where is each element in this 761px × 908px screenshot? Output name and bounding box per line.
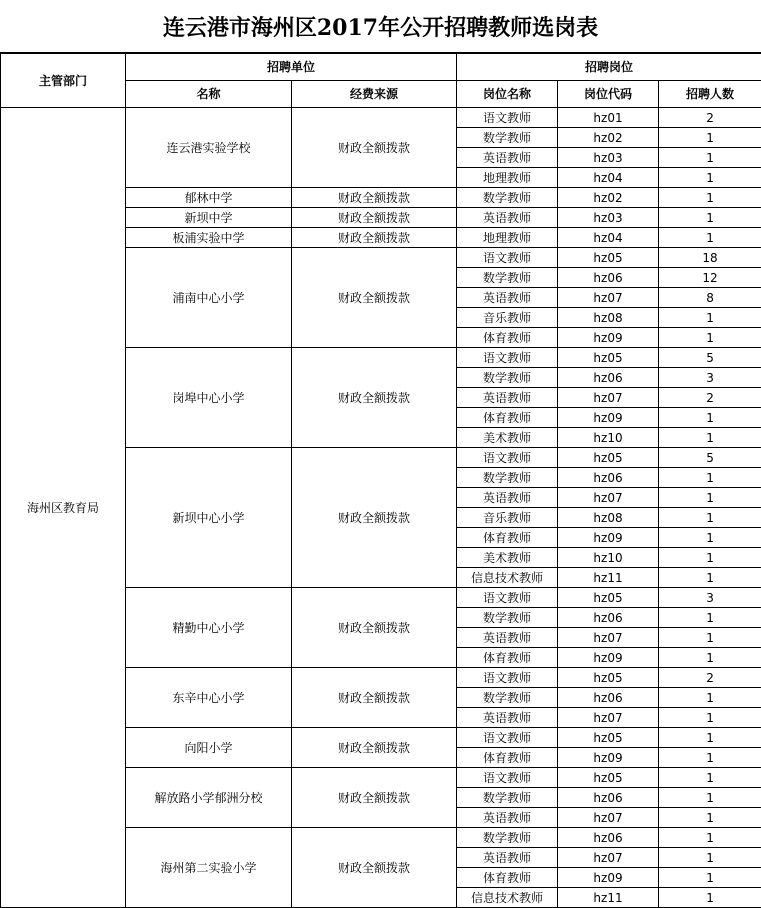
funding-cell: 财政全额拨款 bbox=[292, 228, 457, 248]
post-code-cell: hz04 bbox=[558, 228, 659, 248]
school-name-cell: 向阳小学 bbox=[126, 728, 292, 768]
post-name-cell: 信息技术教师 bbox=[457, 568, 558, 588]
post-name-cell: 英语教师 bbox=[457, 388, 558, 408]
post-code-cell: hz05 bbox=[558, 448, 659, 468]
post-name-cell: 英语教师 bbox=[457, 208, 558, 228]
count-cell: 1 bbox=[659, 428, 761, 448]
count-cell: 1 bbox=[659, 608, 761, 628]
post-code-cell: hz05 bbox=[558, 728, 659, 748]
post-code-cell: hz07 bbox=[558, 628, 659, 648]
post-name-cell: 语文教师 bbox=[457, 348, 558, 368]
funding-cell: 财政全额拨款 bbox=[292, 448, 457, 588]
count-cell: 1 bbox=[659, 788, 761, 808]
post-code-cell: hz08 bbox=[558, 508, 659, 528]
post-code-cell: hz07 bbox=[558, 808, 659, 828]
count-cell: 2 bbox=[659, 668, 761, 688]
count-cell: 5 bbox=[659, 448, 761, 468]
post-name-cell: 体育教师 bbox=[457, 528, 558, 548]
post-code-cell: hz06 bbox=[558, 688, 659, 708]
header-post-name: 岗位名称 bbox=[457, 81, 558, 108]
page-title: 连云港市海州区2017年公开招聘教师选岗表 bbox=[0, 0, 761, 53]
count-cell: 1 bbox=[659, 308, 761, 328]
header-unit-group: 招聘单位 bbox=[126, 54, 457, 81]
recruitment-table bbox=[0, 53, 761, 908]
post-name-cell: 地理教师 bbox=[457, 228, 558, 248]
post-name-cell: 地理教师 bbox=[457, 168, 558, 188]
post-code-cell: hz07 bbox=[558, 848, 659, 868]
funding-cell: 财政全额拨款 bbox=[292, 668, 457, 728]
count-cell: 3 bbox=[659, 588, 761, 608]
post-name-cell: 英语教师 bbox=[457, 848, 558, 868]
post-code-cell: hz06 bbox=[558, 788, 659, 808]
school-name-cell: 精勤中心小学 bbox=[126, 588, 292, 668]
count-cell: 1 bbox=[659, 848, 761, 868]
post-name-cell: 英语教师 bbox=[457, 628, 558, 648]
post-code-cell: hz09 bbox=[558, 648, 659, 668]
school-name-cell: 海州第二实验小学 bbox=[126, 828, 292, 908]
school-name-cell: 郁林中学 bbox=[126, 188, 292, 208]
post-code-cell: hz05 bbox=[558, 248, 659, 268]
header-post-code: 岗位代码 bbox=[558, 81, 659, 108]
post-name-cell: 语文教师 bbox=[457, 108, 558, 128]
school-name-cell: 解放路小学郁洲分校 bbox=[126, 768, 292, 828]
count-cell: 1 bbox=[659, 228, 761, 248]
count-cell: 1 bbox=[659, 508, 761, 528]
post-code-cell: hz10 bbox=[558, 548, 659, 568]
school-name-cell: 板浦实验中学 bbox=[126, 228, 292, 248]
count-cell: 1 bbox=[659, 728, 761, 748]
post-code-cell: hz06 bbox=[558, 608, 659, 628]
post-name-cell: 数学教师 bbox=[457, 788, 558, 808]
header-count: 招聘人数 bbox=[659, 81, 761, 108]
count-cell: 1 bbox=[659, 688, 761, 708]
school-name-cell: 岗埠中心小学 bbox=[126, 348, 292, 448]
post-code-cell: hz05 bbox=[558, 588, 659, 608]
count-cell: 1 bbox=[659, 768, 761, 788]
post-name-cell: 数学教师 bbox=[457, 608, 558, 628]
post-code-cell: hz05 bbox=[558, 768, 659, 788]
post-code-cell: hz11 bbox=[558, 888, 659, 908]
post-name-cell: 英语教师 bbox=[457, 488, 558, 508]
post-name-cell: 英语教师 bbox=[457, 288, 558, 308]
post-name-cell: 数学教师 bbox=[457, 268, 558, 288]
post-name-cell: 语文教师 bbox=[457, 728, 558, 748]
count-cell: 1 bbox=[659, 168, 761, 188]
post-name-cell: 语文教师 bbox=[457, 768, 558, 788]
header-unit-name: 名称 bbox=[126, 81, 292, 108]
post-code-cell: hz09 bbox=[558, 328, 659, 348]
count-cell: 1 bbox=[659, 528, 761, 548]
table-row bbox=[1, 108, 761, 128]
count-cell: 1 bbox=[659, 808, 761, 828]
count-cell: 1 bbox=[659, 548, 761, 568]
post-code-cell: hz08 bbox=[558, 308, 659, 328]
count-cell: 1 bbox=[659, 128, 761, 148]
post-name-cell: 体育教师 bbox=[457, 408, 558, 428]
funding-cell: 财政全额拨款 bbox=[292, 108, 457, 188]
post-code-cell: hz06 bbox=[558, 468, 659, 488]
header-post-group: 招聘岗位 bbox=[457, 54, 761, 81]
post-code-cell: hz09 bbox=[558, 748, 659, 768]
post-code-cell: hz02 bbox=[558, 128, 659, 148]
post-code-cell: hz06 bbox=[558, 828, 659, 848]
post-name-cell: 数学教师 bbox=[457, 188, 558, 208]
post-code-cell: hz07 bbox=[558, 288, 659, 308]
school-name-cell: 东辛中心小学 bbox=[126, 668, 292, 728]
school-name-cell: 浦南中心小学 bbox=[126, 248, 292, 348]
post-code-cell: hz05 bbox=[558, 348, 659, 368]
count-cell: 1 bbox=[659, 188, 761, 208]
count-cell: 1 bbox=[659, 468, 761, 488]
count-cell: 2 bbox=[659, 388, 761, 408]
count-cell: 1 bbox=[659, 328, 761, 348]
post-code-cell: hz10 bbox=[558, 428, 659, 448]
post-name-cell: 信息技术教师 bbox=[457, 888, 558, 908]
table-body bbox=[1, 54, 761, 908]
post-name-cell: 英语教师 bbox=[457, 148, 558, 168]
count-cell: 1 bbox=[659, 408, 761, 428]
count-cell: 1 bbox=[659, 568, 761, 588]
post-name-cell: 体育教师 bbox=[457, 748, 558, 768]
funding-cell: 财政全额拨款 bbox=[292, 188, 457, 208]
post-name-cell: 数学教师 bbox=[457, 368, 558, 388]
count-cell: 1 bbox=[659, 868, 761, 888]
count-cell: 1 bbox=[659, 148, 761, 168]
header-funding: 经费来源 bbox=[292, 81, 457, 108]
post-name-cell: 美术教师 bbox=[457, 548, 558, 568]
post-name-cell: 数学教师 bbox=[457, 828, 558, 848]
header-dept: 主管部门 bbox=[1, 54, 126, 108]
count-cell: 12 bbox=[659, 268, 761, 288]
count-cell: 18 bbox=[659, 248, 761, 268]
count-cell: 1 bbox=[659, 648, 761, 668]
post-name-cell: 英语教师 bbox=[457, 808, 558, 828]
count-cell: 2 bbox=[659, 108, 761, 128]
post-code-cell: hz02 bbox=[558, 188, 659, 208]
count-cell: 1 bbox=[659, 708, 761, 728]
post-code-cell: hz09 bbox=[558, 868, 659, 888]
post-code-cell: hz09 bbox=[558, 528, 659, 548]
count-cell: 1 bbox=[659, 888, 761, 908]
post-name-cell: 语文教师 bbox=[457, 588, 558, 608]
funding-cell: 财政全额拨款 bbox=[292, 588, 457, 668]
post-name-cell: 体育教师 bbox=[457, 648, 558, 668]
count-cell: 8 bbox=[659, 288, 761, 308]
header-row-1 bbox=[1, 54, 761, 81]
post-name-cell: 数学教师 bbox=[457, 468, 558, 488]
post-name-cell: 语文教师 bbox=[457, 248, 558, 268]
post-code-cell: hz03 bbox=[558, 148, 659, 168]
school-name-cell: 新坝中学 bbox=[126, 208, 292, 228]
post-code-cell: hz07 bbox=[558, 488, 659, 508]
count-cell: 5 bbox=[659, 348, 761, 368]
post-name-cell: 体育教师 bbox=[457, 328, 558, 348]
post-name-cell: 音乐教师 bbox=[457, 308, 558, 328]
department-cell: 海州区教育局 bbox=[1, 108, 126, 908]
post-name-cell: 美术教师 bbox=[457, 428, 558, 448]
post-code-cell: hz01 bbox=[558, 108, 659, 128]
post-name-cell: 语文教师 bbox=[457, 668, 558, 688]
post-code-cell: hz04 bbox=[558, 168, 659, 188]
post-code-cell: hz11 bbox=[558, 568, 659, 588]
funding-cell: 财政全额拨款 bbox=[292, 768, 457, 828]
post-code-cell: hz05 bbox=[558, 668, 659, 688]
funding-cell: 财政全额拨款 bbox=[292, 828, 457, 908]
count-cell: 1 bbox=[659, 748, 761, 768]
post-name-cell: 数学教师 bbox=[457, 128, 558, 148]
post-name-cell: 体育教师 bbox=[457, 868, 558, 888]
post-name-cell: 英语教师 bbox=[457, 708, 558, 728]
count-cell: 1 bbox=[659, 208, 761, 228]
school-name-cell: 新坝中心小学 bbox=[126, 448, 292, 588]
count-cell: 1 bbox=[659, 488, 761, 508]
funding-cell: 财政全额拨款 bbox=[292, 248, 457, 348]
post-name-cell: 数学教师 bbox=[457, 688, 558, 708]
post-code-cell: hz03 bbox=[558, 208, 659, 228]
funding-cell: 财政全额拨款 bbox=[292, 208, 457, 228]
count-cell: 1 bbox=[659, 628, 761, 648]
school-name-cell: 连云港实验学校 bbox=[126, 108, 292, 188]
funding-cell: 财政全额拨款 bbox=[292, 728, 457, 768]
post-code-cell: hz06 bbox=[558, 268, 659, 288]
post-code-cell: hz07 bbox=[558, 388, 659, 408]
post-name-cell: 音乐教师 bbox=[457, 508, 558, 528]
funding-cell: 财政全额拨款 bbox=[292, 348, 457, 448]
count-cell: 1 bbox=[659, 828, 761, 848]
post-code-cell: hz09 bbox=[558, 408, 659, 428]
post-code-cell: hz07 bbox=[558, 708, 659, 728]
post-code-cell: hz06 bbox=[558, 368, 659, 388]
count-cell: 3 bbox=[659, 368, 761, 388]
post-name-cell: 语文教师 bbox=[457, 448, 558, 468]
